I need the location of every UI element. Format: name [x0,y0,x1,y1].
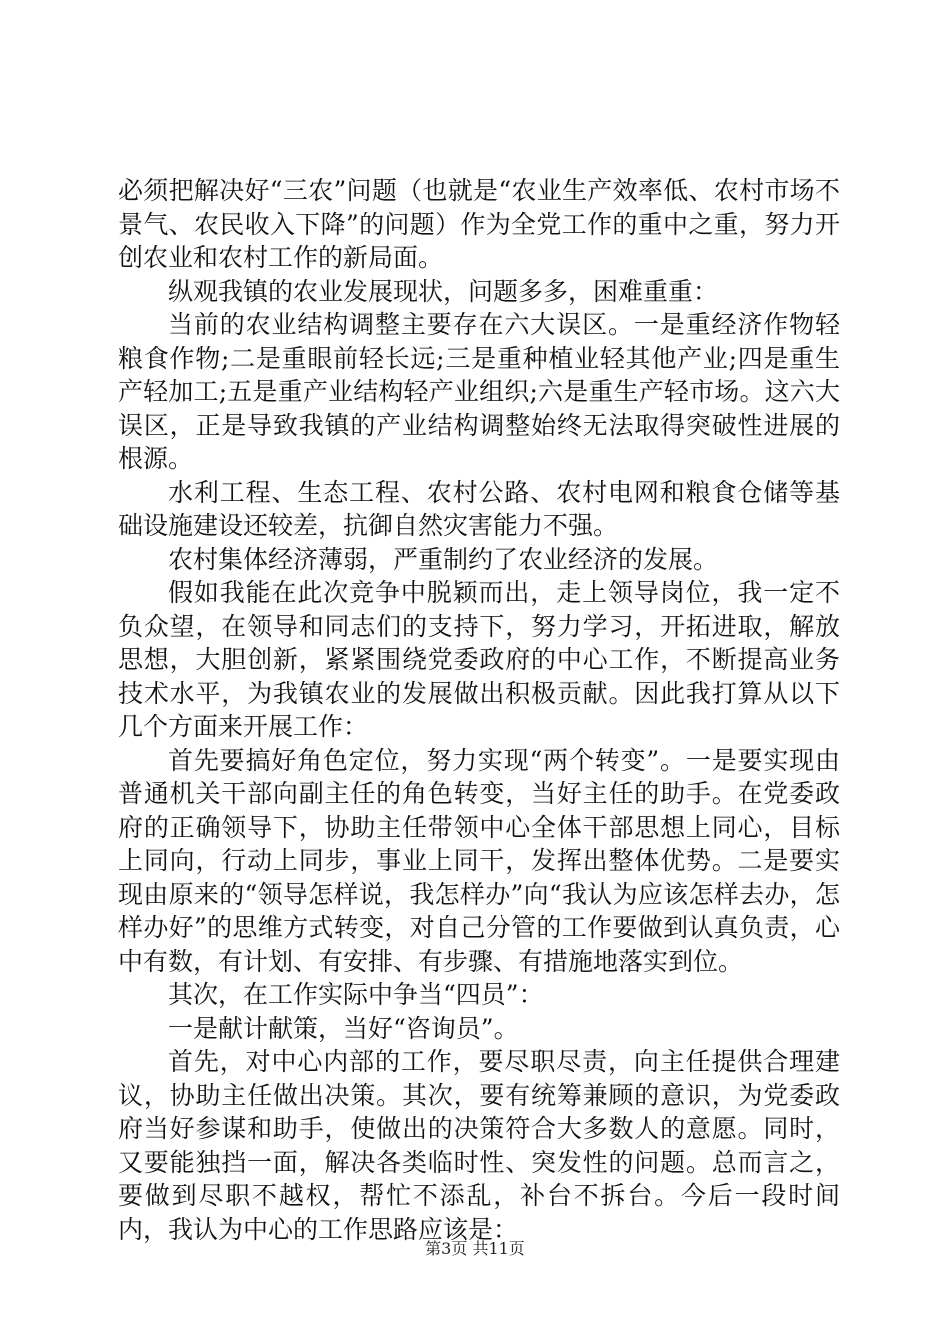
paragraph-10: 首先，对中心内部的工作，要尽职尽责，向主任提供合理建议，协助主任做出决策。其次，要有统筹兼顾的意识，为党委政府当好参谋和助手，使做出的决策符合大多数人的意愿。同时，又要能独挡一面，解决各类临时性、突发性的问题。总而言之，要做到尽职不越权，帮忙不添乱，补台不拆台。今后一段时间内，我认为中心的工作思路应该是： [118,1047,840,1244]
paragraph-8: 其次，在工作实际中争当“四员”： [168,980,544,1009]
document-body [118,174,840,1246]
paragraph-4: 水利工程、生态工程、农村公路、农村电网和粮食仓储等基础设施建设还较差，抗御自然灾害能力不强。 [118,477,840,540]
paragraph-7: 首先要搞好角色定位，努力实现“两个转变”。一是要实现由普通机关干部向副主任的角色转变，当好主任的助手。在党委政府的正确领导下，协助主任带领中心全体干部思想上同心，目标上同向，行动上同步，事业上同干，发挥出整体优势。二是要实现由原来的“领导怎样说，我怎样办”向“我认为应该怎样去办，怎样办好”的思维方式转变，对自己分管的工作要做到认真负责，心中有数，有计划、有安排、有步骤、有措施地落实到位。 [118,745,840,976]
page-number-footer: 第3页 共11页 [425,1239,525,1258]
paragraph-6: 假如我能在此次竞争中脱颖而出，走上领导岗位，我一定不负众望，在领导和同志们的支持下，努力学习，开拓进取，解放思想，大胆创新，紧紧围绕党委政府的中心工作，不断提高业务技术水平，为我镇农业的发展做出积极贡献。因此我打算从以下几个方面来开展工作： [118,578,840,741]
paragraph-2: 纵观我镇的农业发展现状，问题多多，困难重重： [168,276,719,306]
paragraph-1: 必须把解决好“三农”问题（也就是“农业生产效率低、农村市场不景气、农民收入下降”的问题）作为全党工作的重中之重，努力开创农业和农村工作的新局面。 [118,176,840,272]
paragraph-3: 当前的农业结构调整主要存在六大误区。一是重经济作物轻粮食作物;二是重眼前轻长远;三是重种植业轻其他产业;四是重生产轻加工;五是重产业结构轻产业组织;六是重生产轻市场。这六大误区，正是导致我镇的产业结构调整始终无法取得突破性进展的根源。 [118,310,840,473]
paragraph-9: 一是献计献策，当好“咨询员”。 [168,1013,519,1043]
paragraph-5: 农村集体经济薄弱，严重制约了农业经济的发展。 [168,544,719,574]
